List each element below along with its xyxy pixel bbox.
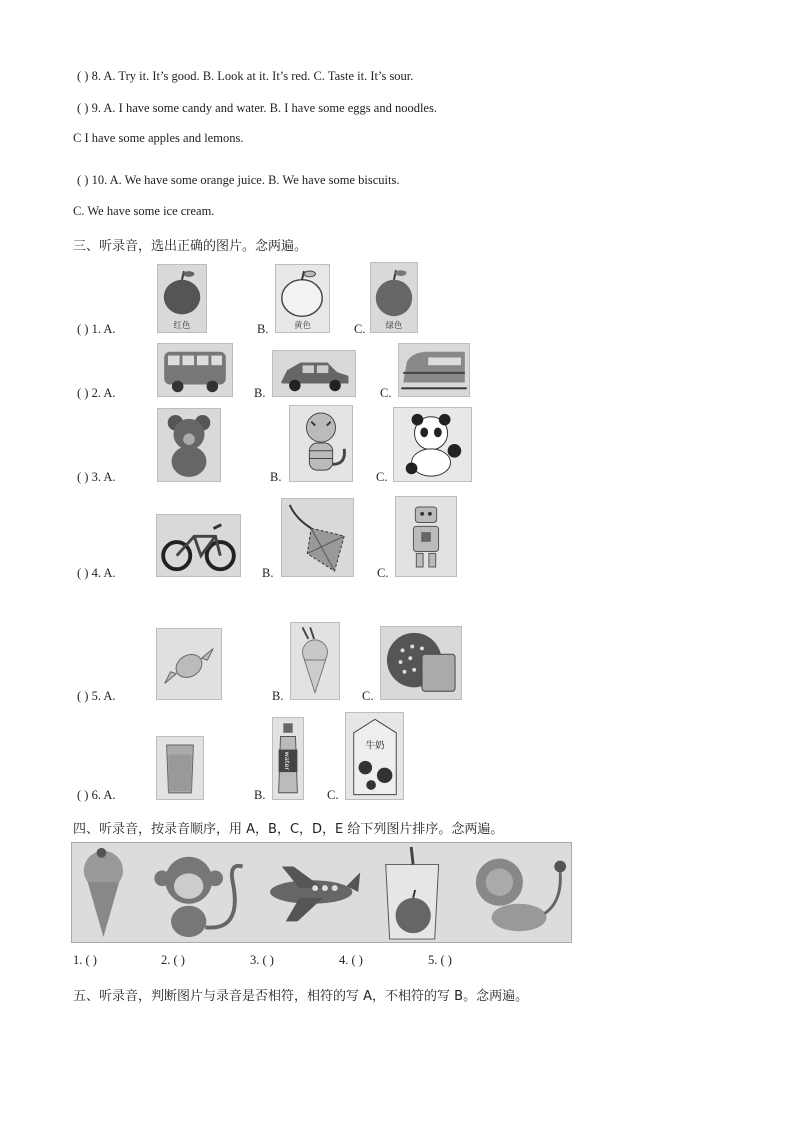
juice-glass-image	[156, 736, 204, 800]
blank-4[interactable]: 4. ( )	[339, 953, 363, 967]
red-caption: 红色	[173, 321, 191, 331]
q6-option-b: B.	[254, 788, 266, 802]
candy-image	[156, 628, 222, 700]
blank-5[interactable]: 5. ( )	[428, 953, 452, 967]
red-apple-image	[157, 264, 207, 333]
strip-apple-juice	[386, 847, 439, 939]
strip-monkey	[154, 857, 242, 937]
q2-option-c: C.	[380, 386, 392, 400]
water-bottle-image	[272, 717, 304, 800]
section-3-title: 三、听录音，选出正确的图片。念两遍。	[73, 239, 308, 254]
section-5-title: 五、听录音，判断图片与录音是否相符，相符的写 A，不相符的写 B。念两遍。	[73, 989, 529, 1004]
q3-option-b: B.	[270, 470, 282, 484]
strip-ice-cream	[84, 848, 123, 937]
bike-image	[156, 514, 241, 577]
question-10-option-c: C. We have some ice cream.	[73, 204, 215, 218]
q3-number: ( ) 3. A.	[77, 470, 116, 484]
car-image	[272, 350, 356, 397]
panda-image	[393, 407, 472, 482]
ice-cream-image	[290, 622, 340, 700]
q1-option-b: B.	[257, 322, 269, 336]
section-4-title: 四、听录音，按录音顺序，用 A，B，C，D，E 给下列图片排序。念两遍。	[73, 822, 504, 837]
green-apple-image	[370, 262, 418, 333]
q3-option-c: C.	[376, 470, 388, 484]
q6-option-c: C.	[327, 788, 339, 802]
biscuits-image	[380, 626, 462, 700]
ordering-picture-strip	[71, 842, 572, 943]
question-9: ( ) 9. A. I have some candy and water. B. I have some eggs and noodles.	[77, 101, 437, 115]
blank-2[interactable]: 2. ( )	[161, 953, 185, 967]
q1-number: ( ) 1. A.	[77, 322, 116, 336]
q6-number: ( ) 6. A.	[77, 788, 116, 802]
q5-option-b: B.	[272, 689, 284, 703]
green-caption: 绿色	[385, 321, 403, 331]
water-label-text: water	[283, 751, 292, 771]
robot-image	[395, 496, 457, 577]
q4-option-b: B.	[262, 566, 274, 580]
strip-plane	[270, 867, 360, 922]
bear-image	[157, 408, 221, 482]
train-image	[398, 343, 470, 397]
blank-1[interactable]: 1. ( )	[73, 953, 97, 967]
question-8: ( ) 8. A. Try it. It’s good. B. Look at it. It’s red. C. Taste it. It’s sour.	[77, 69, 414, 83]
strip-lion	[476, 859, 566, 932]
yellow-caption: 黄色	[293, 321, 311, 331]
kite-image	[281, 498, 354, 577]
bus-image	[157, 343, 233, 397]
q5-number: ( ) 5. A.	[77, 689, 116, 703]
q2-option-b: B.	[254, 386, 266, 400]
question-9-option-c: C I have some apples and lemons.	[73, 131, 244, 145]
q5-option-c: C.	[362, 689, 374, 703]
q2-number: ( ) 2. A.	[77, 386, 116, 400]
milk-label-text: 牛奶	[365, 740, 385, 752]
tiger-image	[289, 405, 353, 482]
q4-option-c: C.	[377, 566, 389, 580]
blank-3[interactable]: 3. ( )	[250, 953, 274, 967]
question-10: ( ) 10. A. We have some orange juice. B. We have some biscuits.	[77, 173, 400, 187]
milk-carton-image	[345, 712, 404, 800]
yellow-apple-image	[275, 264, 330, 333]
q1-option-c: C.	[354, 322, 366, 336]
q4-number: ( ) 4. A.	[77, 566, 116, 580]
